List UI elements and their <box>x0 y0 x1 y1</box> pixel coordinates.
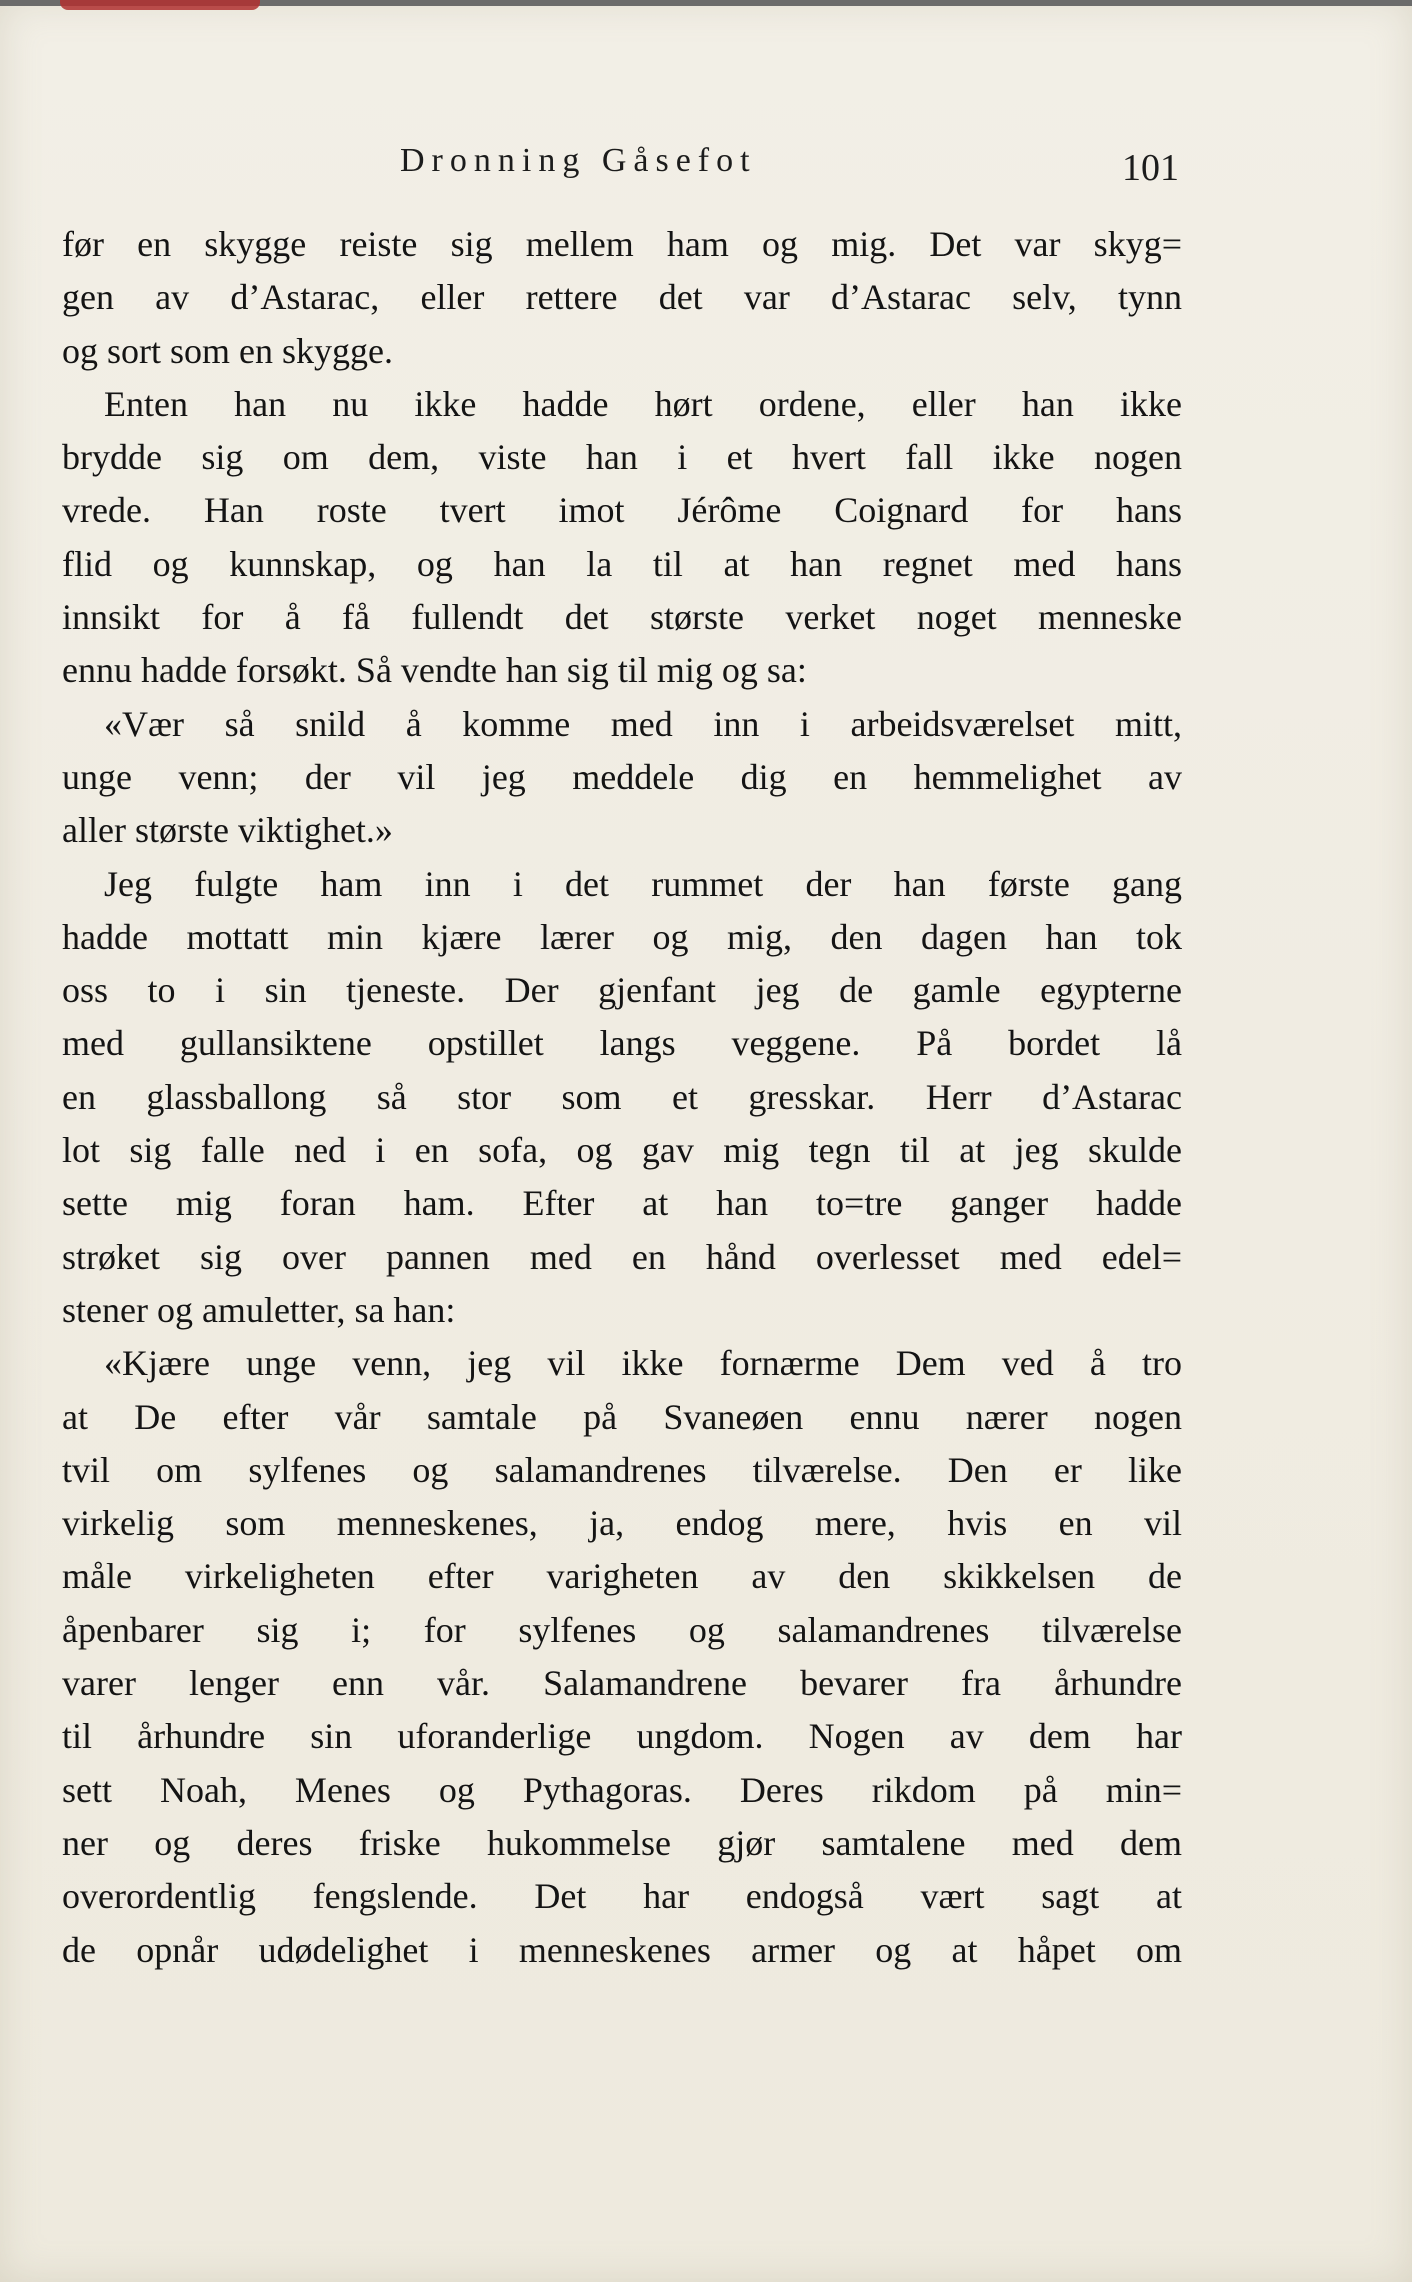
text-line: at De efter vår samtale på Svaneøen ennu nærer nogen <box>62 1396 1182 1437</box>
text-line: flid og kunnskap, og han la til at han regnet med hans <box>62 543 1182 584</box>
text-line: gen av d’Astarac, eller rettere det var d’Astarac selv, tynn <box>62 277 1182 318</box>
text-line: overordentlig fengslende. Det har endogså vært sagt at <box>62 1876 1182 1917</box>
text-line: ennu hadde forsøkt. Så vendte han sig til mig og sa: <box>62 650 807 691</box>
text-line: «Kjære unge venn, jeg vil ikke fornærme Dem ved å tro <box>104 1343 1182 1384</box>
text-line: de opnår udødelighet i menneskenes armer og at håpet om <box>62 1929 1182 1970</box>
body-text <box>62 218 1182 1977</box>
text-line: vrede. Han roste tvert imot Jérôme Coignard for hans <box>62 490 1182 531</box>
text-line: Jeg fulgte ham inn i det rummet der han første gang <box>104 863 1182 904</box>
text-line: til århundre sin uforanderlige ungdom. Nogen av dem har <box>62 1716 1182 1757</box>
text-line: Enten han nu ikke hadde hørt ordene, eller han ikke <box>104 383 1182 424</box>
text-line: «Vær så snild å komme med inn i arbeidsværelset mitt, <box>104 703 1182 744</box>
text-line: sett Noah, Menes og Pythagoras. Deres rikdom på min= <box>62 1769 1182 1810</box>
text-line: oss to i sin tjeneste. Der gjenfant jeg de gamle egypterne <box>62 970 1182 1011</box>
text-line: åpenbarer sig i; for sylfenes og salamandrenes tilværelse <box>62 1609 1182 1650</box>
text-line: innsikt for å få fullendt det største verket noget menneske <box>62 597 1182 638</box>
text-line: måle virkeligheten efter varigheten av den skikkelsen de <box>62 1556 1182 1597</box>
text-line: hadde mottatt min kjære lærer og mig, den dagen han tok <box>62 916 1182 957</box>
text-line: og sort som en skygge. <box>62 330 393 371</box>
text-line: unge venn; der vil jeg meddele dig en hemmelighet av <box>62 756 1182 797</box>
text-line: lot sig falle ned i en sofa, og gav mig tegn til at jeg skulde <box>62 1130 1182 1171</box>
text-line: før en skygge reiste sig mellem ham og mig. Det var skyg= <box>62 224 1182 264</box>
text-line: virkelig som menneskenes, ja, endog mere, hvis en vil <box>62 1503 1182 1544</box>
text-line: stener og amuletter, sa han: <box>62 1289 456 1330</box>
text-line: sette mig foran ham. Efter at han to=tre ganger hadde <box>62 1183 1182 1224</box>
text-line: ner og deres friske hukommelse gjør samtalene med dem <box>62 1822 1182 1863</box>
text-line: med gullansiktene opstillet langs veggene. På bordet lå <box>62 1023 1182 1064</box>
text-line: aller største viktighet.» <box>62 810 393 851</box>
page-number: 101 <box>1122 147 1179 189</box>
text-line: strøket sig over pannen med en hånd overlesset med edel= <box>62 1236 1182 1277</box>
top-edge-mark <box>60 0 260 10</box>
text-line: en glassballong så stor som et gresskar. Herr d’Astarac <box>62 1076 1182 1117</box>
text-line: varer lenger enn vår. Salamandrene bevarer fra århundre <box>62 1663 1182 1704</box>
text-line: tvil om sylfenes og salamandrenes tilværelse. Den er like <box>62 1449 1182 1490</box>
text-line: brydde sig om dem, viste han i et hvert fall ikke nogen <box>62 437 1182 478</box>
running-head: Dronning Gåsefot <box>400 142 757 179</box>
